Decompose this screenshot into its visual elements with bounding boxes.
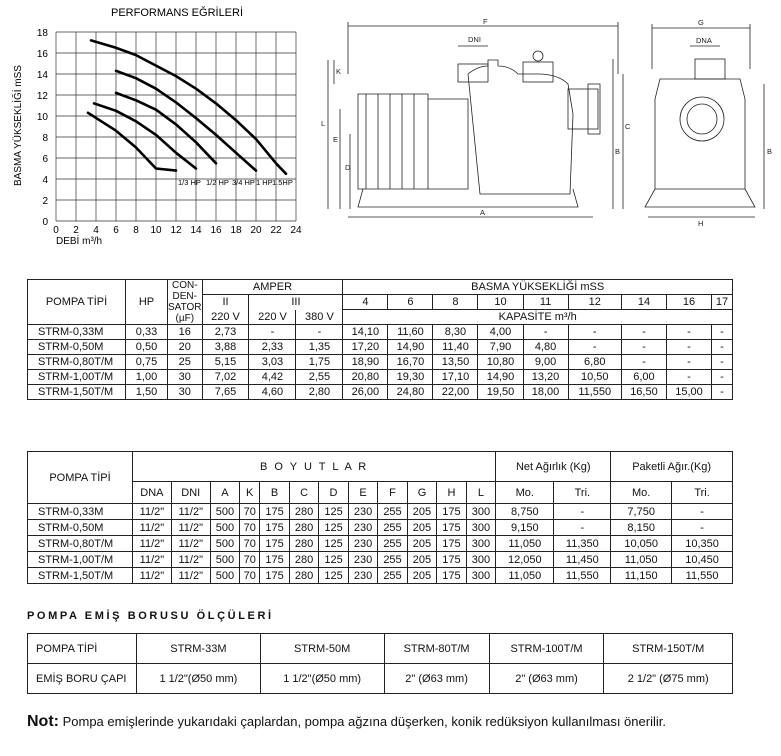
table-row <box>28 325 733 340</box>
table-cell: 18,00 <box>523 385 568 400</box>
table-cell: 2,73 <box>202 325 249 340</box>
emis-size-cell: 1 1/2"(Ø50 mm) <box>137 664 261 694</box>
volt-col: 220 V <box>202 310 249 325</box>
table-cell: 25 <box>168 355 203 370</box>
table-row <box>28 552 733 568</box>
table-cell: 280 <box>289 568 318 584</box>
dim-col-header: H <box>437 482 466 504</box>
table-cell: - <box>621 340 666 355</box>
table-cell: 255 <box>378 504 407 520</box>
pump-side-view-drawing <box>318 14 640 226</box>
dim-col-header: Tri. <box>554 482 611 504</box>
table-cell: 15,00 <box>666 385 711 400</box>
table-cell: 18,90 <box>343 355 388 370</box>
table-cell: 255 <box>378 552 407 568</box>
col-header-pompa: POMPA TİPİ <box>28 280 126 325</box>
pump-type-cell: STRM-1,00T/M <box>28 552 133 568</box>
table-cell: 2,55 <box>296 370 343 385</box>
col-header-hp: HP <box>126 280 168 325</box>
table-cell: - <box>666 340 711 355</box>
table-cell: - <box>666 355 711 370</box>
pump-type-cell: STRM-1,00T/M <box>28 370 126 385</box>
svg-text:A: A <box>480 208 486 217</box>
table-cell: 1,35 <box>296 340 343 355</box>
height-col: 14 <box>621 295 666 310</box>
table-cell: 70 <box>240 504 260 520</box>
emis-type-cell: STRM-100T/M <box>489 634 604 664</box>
table-row <box>28 520 733 536</box>
col-header-basma: BASMA YÜKSEKLİĞİ mSS <box>343 280 733 295</box>
table-cell: 17,10 <box>433 370 478 385</box>
pump-front-view-drawing <box>640 14 780 226</box>
table-cell: 26,00 <box>343 385 388 400</box>
curve-label: 3/4 HP <box>232 178 255 187</box>
table-cell: - <box>568 325 621 340</box>
x-tick-label: 8 <box>133 225 139 236</box>
table-cell: 175 <box>437 504 466 520</box>
table-cell: 280 <box>289 536 318 552</box>
chart-curve-labels <box>178 178 293 187</box>
table-cell: 280 <box>289 552 318 568</box>
table-cell: 4,00 <box>478 325 523 340</box>
table-cell: 1,00 <box>126 370 168 385</box>
note-text: Pompa emişlerinde yukarıdaki çaplardan, pompa ağzına düşerken, konik redüksiyon kullanılması önerilir. <box>58 714 666 729</box>
table-cell: 300 <box>466 536 495 552</box>
emis-size-cell: 1 1/2"(Ø50 mm) <box>260 664 384 694</box>
x-tick-label: 16 <box>210 225 222 236</box>
dim-col-header: F <box>378 482 407 504</box>
emis-type-cell: STRM-80T/M <box>384 634 489 664</box>
table-cell: 175 <box>437 568 466 584</box>
table-cell: 70 <box>240 552 260 568</box>
table-cell: 3,03 <box>249 355 296 370</box>
curve-label: 1.5HP <box>272 178 293 187</box>
y-tick-label: 14 <box>36 70 48 81</box>
x-tick-label: 4 <box>93 225 99 236</box>
table-cell: 10,050 <box>611 536 672 552</box>
table-cell: 255 <box>378 520 407 536</box>
table-cell: 280 <box>289 520 318 536</box>
dni-label: DNI <box>468 35 481 44</box>
table-cell: 30 <box>168 370 203 385</box>
series-line <box>91 40 286 173</box>
svg-text:D: D <box>345 163 351 172</box>
dimensions-table <box>27 451 733 584</box>
y-tick-label: 0 <box>42 217 48 228</box>
table-cell: - <box>249 325 296 340</box>
table-cell: 11/2" <box>171 536 210 552</box>
table-cell: 11,050 <box>496 568 554 584</box>
table-cell: 24,80 <box>388 385 433 400</box>
dim-col-header: D <box>319 482 348 504</box>
table-cell: 500 <box>210 568 239 584</box>
table-cell: 10,50 <box>568 370 621 385</box>
table-cell: - <box>672 520 733 536</box>
table-cell: 300 <box>466 568 495 584</box>
table-cell: 20 <box>168 340 203 355</box>
table-cell: 500 <box>210 520 239 536</box>
table-cell: 11/2" <box>133 520 172 536</box>
pump-type-cell: STRM-0,50M <box>28 520 133 536</box>
emis-header-boru: EMİŞ BORU ÇAPI <box>28 664 137 694</box>
pump-type-cell: STRM-0,80T/M <box>28 536 133 552</box>
kapasite-header: KAPASİTE m³/h <box>343 310 733 325</box>
table-cell: 11/2" <box>171 504 210 520</box>
dim-col-header: A <box>210 482 239 504</box>
table-cell: 0,50 <box>126 340 168 355</box>
table-cell: 7,750 <box>611 504 672 520</box>
chart-title: PERFORMANS EĞRİLERİ <box>111 7 244 19</box>
svg-text:C: C <box>625 122 631 131</box>
cond-line-2: DEN- <box>172 291 197 302</box>
table-cell: 11/2" <box>133 552 172 568</box>
table-cell: 0,75 <box>126 355 168 370</box>
x-tick-label: 0 <box>53 225 59 236</box>
note <box>27 713 666 731</box>
table-cell: 16 <box>168 325 203 340</box>
table-cell: 19,50 <box>478 385 523 400</box>
table-cell: 7,90 <box>478 340 523 355</box>
table-cell: 11,40 <box>433 340 478 355</box>
x-tick-label: 2 <box>73 225 79 236</box>
table-cell: 125 <box>319 536 348 552</box>
col-header-paketli-agirlik: Paketli Ağır.(Kg) <box>611 452 733 482</box>
y-tick-label: 10 <box>36 112 48 123</box>
table-row <box>28 536 733 552</box>
table-cell: 13,50 <box>433 355 478 370</box>
table-cell: 5,15 <box>202 355 249 370</box>
table-cell: 300 <box>466 520 495 536</box>
table-cell: 175 <box>260 520 289 536</box>
table-cell: - <box>523 325 568 340</box>
pump-type-cell: STRM-0,33M <box>28 325 126 340</box>
chart-xlabel: DEBİ m³/h <box>56 236 103 247</box>
table-cell: 20,80 <box>343 370 388 385</box>
table-cell: 14,10 <box>343 325 388 340</box>
table-cell: 6,00 <box>621 370 666 385</box>
svg-text:B: B <box>615 147 621 156</box>
table-cell: 2,80 <box>296 385 343 400</box>
table-cell: 300 <box>466 552 495 568</box>
table-cell: - <box>296 325 343 340</box>
x-tick-label: 18 <box>230 225 242 236</box>
table-cell: 230 <box>348 520 377 536</box>
cond-line-4: (µF) <box>175 313 195 324</box>
table-cell: 11/2" <box>133 536 172 552</box>
table-row <box>28 568 733 584</box>
col-header-amper: AMPER <box>202 280 343 295</box>
table-cell: 230 <box>348 504 377 520</box>
table-cell: 175 <box>437 536 466 552</box>
dim-col-header: G <box>407 482 436 504</box>
table-cell: 230 <box>348 536 377 552</box>
height-col: 4 <box>343 295 388 310</box>
table-cell: 500 <box>210 552 239 568</box>
col-header-condensator <box>168 280 203 325</box>
x-tick-label: 14 <box>190 225 202 236</box>
height-col: 12 <box>568 295 621 310</box>
table-cell: 22,00 <box>433 385 478 400</box>
svg-text:F: F <box>483 17 488 26</box>
table-cell: - <box>621 325 666 340</box>
dim-col-header: E <box>348 482 377 504</box>
table-cell: 10,450 <box>672 552 733 568</box>
curve-label: 1/2 HP <box>206 178 229 187</box>
table-cell: 11/2" <box>171 568 210 584</box>
y-tick-label: 16 <box>36 49 48 60</box>
pump-type-cell: STRM-0,33M <box>28 504 133 520</box>
volt-col: 380 V <box>296 310 343 325</box>
table-cell: 175 <box>260 504 289 520</box>
chart-grid <box>56 32 296 221</box>
table-cell: 175 <box>260 536 289 552</box>
svg-text:E: E <box>333 135 339 144</box>
table-cell: 19,30 <box>388 370 433 385</box>
table-cell: 13,20 <box>523 370 568 385</box>
x-tick-label: 20 <box>250 225 262 236</box>
emis-type-cell: STRM-150T/M <box>604 634 733 664</box>
col-header-pompa: POMPA TİPİ <box>28 452 133 504</box>
table-cell: 7,02 <box>202 370 249 385</box>
table-cell: 175 <box>260 552 289 568</box>
table-cell: 4,80 <box>523 340 568 355</box>
cond-line-3: SATOR <box>168 302 202 313</box>
table-cell: - <box>621 355 666 370</box>
table-cell: 70 <box>240 520 260 536</box>
table-cell: 125 <box>319 520 348 536</box>
table-cell: 11,050 <box>611 552 672 568</box>
table-cell: - <box>554 504 611 520</box>
dim-col-header: DNA <box>133 482 172 504</box>
dim-col-header: L <box>466 482 495 504</box>
y-tick-label: 4 <box>42 175 48 186</box>
amper-phase-iii: III <box>249 295 343 310</box>
table-cell: 280 <box>289 504 318 520</box>
performance-chart <box>0 0 310 250</box>
dim-col-header: K <box>240 482 260 504</box>
table-cell: 4,60 <box>249 385 296 400</box>
table-row <box>28 355 733 370</box>
y-tick-label: 2 <box>42 196 48 207</box>
x-tick-label: 12 <box>170 225 182 236</box>
table-cell: 205 <box>407 504 436 520</box>
table-cell: 11/2" <box>171 520 210 536</box>
dim-col-header: C <box>289 482 318 504</box>
table-cell: 205 <box>407 568 436 584</box>
dim-col-header: Mo. <box>611 482 672 504</box>
emis-type-cell: STRM-50M <box>260 634 384 664</box>
table-cell: 11/2" <box>133 568 172 584</box>
y-tick-label: 6 <box>42 154 48 165</box>
emis-size-cell: 2 1/2" (Ø75 mm) <box>604 664 733 694</box>
table-cell: 6,80 <box>568 355 621 370</box>
height-col: 16 <box>666 295 711 310</box>
table-cell: - <box>712 325 733 340</box>
dim-col-header: Tri. <box>672 482 733 504</box>
table-cell: 255 <box>378 568 407 584</box>
table-cell: 70 <box>240 568 260 584</box>
x-tick-label: 10 <box>150 225 162 236</box>
table-cell: 10,350 <box>672 536 733 552</box>
x-tick-label: 6 <box>113 225 119 236</box>
pump-type-cell: STRM-1,50T/M <box>28 385 126 400</box>
table-cell: 16,50 <box>621 385 666 400</box>
table-cell: 205 <box>407 520 436 536</box>
table-cell: 1,50 <box>126 385 168 400</box>
table-cell: 11,450 <box>554 552 611 568</box>
table-cell: 8,750 <box>496 504 554 520</box>
table-row <box>28 370 733 385</box>
table-cell: 14,90 <box>478 370 523 385</box>
col-header-boyutlar: B O Y U T L A R <box>133 452 496 482</box>
table-cell: - <box>712 370 733 385</box>
curve-label: 1 HP <box>256 178 273 187</box>
height-col: 8 <box>433 295 478 310</box>
emis-size-cell: 2" (Ø63 mm) <box>489 664 604 694</box>
table-cell: 10,80 <box>478 355 523 370</box>
table-cell: 11,150 <box>611 568 672 584</box>
table-cell: 11,60 <box>388 325 433 340</box>
table-cell: - <box>712 355 733 370</box>
table-cell: 4,42 <box>249 370 296 385</box>
table-cell: 11,350 <box>554 536 611 552</box>
emis-size-cell: 2" (Ø63 mm) <box>384 664 489 694</box>
pump-type-cell: STRM-0,80T/M <box>28 355 126 370</box>
height-col: 11 <box>523 295 568 310</box>
table-cell: 8,30 <box>433 325 478 340</box>
table-cell: 175 <box>437 552 466 568</box>
note-label: Not: <box>27 713 59 730</box>
svg-text:H: H <box>698 219 704 226</box>
svg-text:B: B <box>767 147 773 156</box>
chart-ylabel: BASMA YÜKSEKLİĞİ mSS <box>13 65 24 186</box>
table-cell: 9,150 <box>496 520 554 536</box>
table-cell: 11,550 <box>554 568 611 584</box>
volt-col: 220 V <box>249 310 296 325</box>
col-header-net-agirlik: Net Ağırlık (Kg) <box>496 452 611 482</box>
table-cell: 2,33 <box>249 340 296 355</box>
table-cell: 300 <box>466 504 495 520</box>
table-cell: 205 <box>407 536 436 552</box>
cond-line-1: CON- <box>171 280 198 291</box>
table-row <box>28 504 733 520</box>
pump-type-cell: STRM-1,50T/M <box>28 568 133 584</box>
pump-type-cell: STRM-0,50M <box>28 340 126 355</box>
height-col: 10 <box>478 295 523 310</box>
dim-col-header: B <box>260 482 289 504</box>
y-tick-label: 18 <box>36 28 48 39</box>
table-cell: 7,65 <box>202 385 249 400</box>
table-cell: 11,050 <box>496 536 554 552</box>
svg-text:G: G <box>698 18 704 27</box>
table-cell: 11/2" <box>133 504 172 520</box>
curve-label: 1/3 HP <box>178 178 201 187</box>
table-cell: 125 <box>319 504 348 520</box>
chart-ticks <box>37 28 302 236</box>
emis-type-cell: STRM-33M <box>137 634 261 664</box>
y-tick-label: 8 <box>42 133 48 144</box>
amper-phase-ii: II <box>202 295 249 310</box>
table-cell: 0,33 <box>126 325 168 340</box>
dim-col-header: Mo. <box>496 482 554 504</box>
table-cell: 125 <box>319 552 348 568</box>
dim-col-header: DNI <box>171 482 210 504</box>
table-cell: 11/2" <box>171 552 210 568</box>
table-cell: 230 <box>348 568 377 584</box>
table-cell: 255 <box>378 536 407 552</box>
dna-label: DNA <box>696 36 712 45</box>
emis-title: POMPA EMİŞ BORUSU ÖLÇÜLERİ <box>27 610 274 622</box>
height-col: 6 <box>388 295 433 310</box>
svg-text:L: L <box>321 119 326 128</box>
table-cell: 230 <box>348 552 377 568</box>
y-tick-label: 12 <box>36 91 48 102</box>
table-cell: 70 <box>240 536 260 552</box>
table-cell: - <box>554 520 611 536</box>
suction-pipe-table <box>27 633 733 694</box>
table-cell: - <box>712 340 733 355</box>
table-cell: - <box>568 340 621 355</box>
table-cell: 175 <box>260 568 289 584</box>
svg-text:K: K <box>336 67 342 76</box>
table-row <box>28 385 733 400</box>
height-col: 17 <box>712 295 733 310</box>
table-cell: 125 <box>319 568 348 584</box>
table-cell: 1,75 <box>296 355 343 370</box>
table-cell: 175 <box>437 520 466 536</box>
table-cell: 14,90 <box>388 340 433 355</box>
table-cell: 16,70 <box>388 355 433 370</box>
x-tick-label: 22 <box>270 225 282 236</box>
table-cell: 8,150 <box>611 520 672 536</box>
table-cell: 11,550 <box>672 568 733 584</box>
table-cell: 205 <box>407 552 436 568</box>
x-tick-label: 24 <box>290 225 302 236</box>
table-cell: 500 <box>210 536 239 552</box>
table-cell: - <box>712 385 733 400</box>
table-cell: 500 <box>210 504 239 520</box>
performance-table <box>27 279 733 400</box>
table-cell: 30 <box>168 385 203 400</box>
table-cell: 12,050 <box>496 552 554 568</box>
table-cell: 11,550 <box>568 385 621 400</box>
table-row <box>28 340 733 355</box>
table-cell: 3,88 <box>202 340 249 355</box>
emis-header-pompa: POMPA TİPİ <box>28 634 137 664</box>
table-cell: 17,20 <box>343 340 388 355</box>
series-line <box>116 93 216 163</box>
table-cell: - <box>666 370 711 385</box>
table-cell: - <box>672 504 733 520</box>
table-cell: 9,00 <box>523 355 568 370</box>
table-cell: - <box>666 325 711 340</box>
